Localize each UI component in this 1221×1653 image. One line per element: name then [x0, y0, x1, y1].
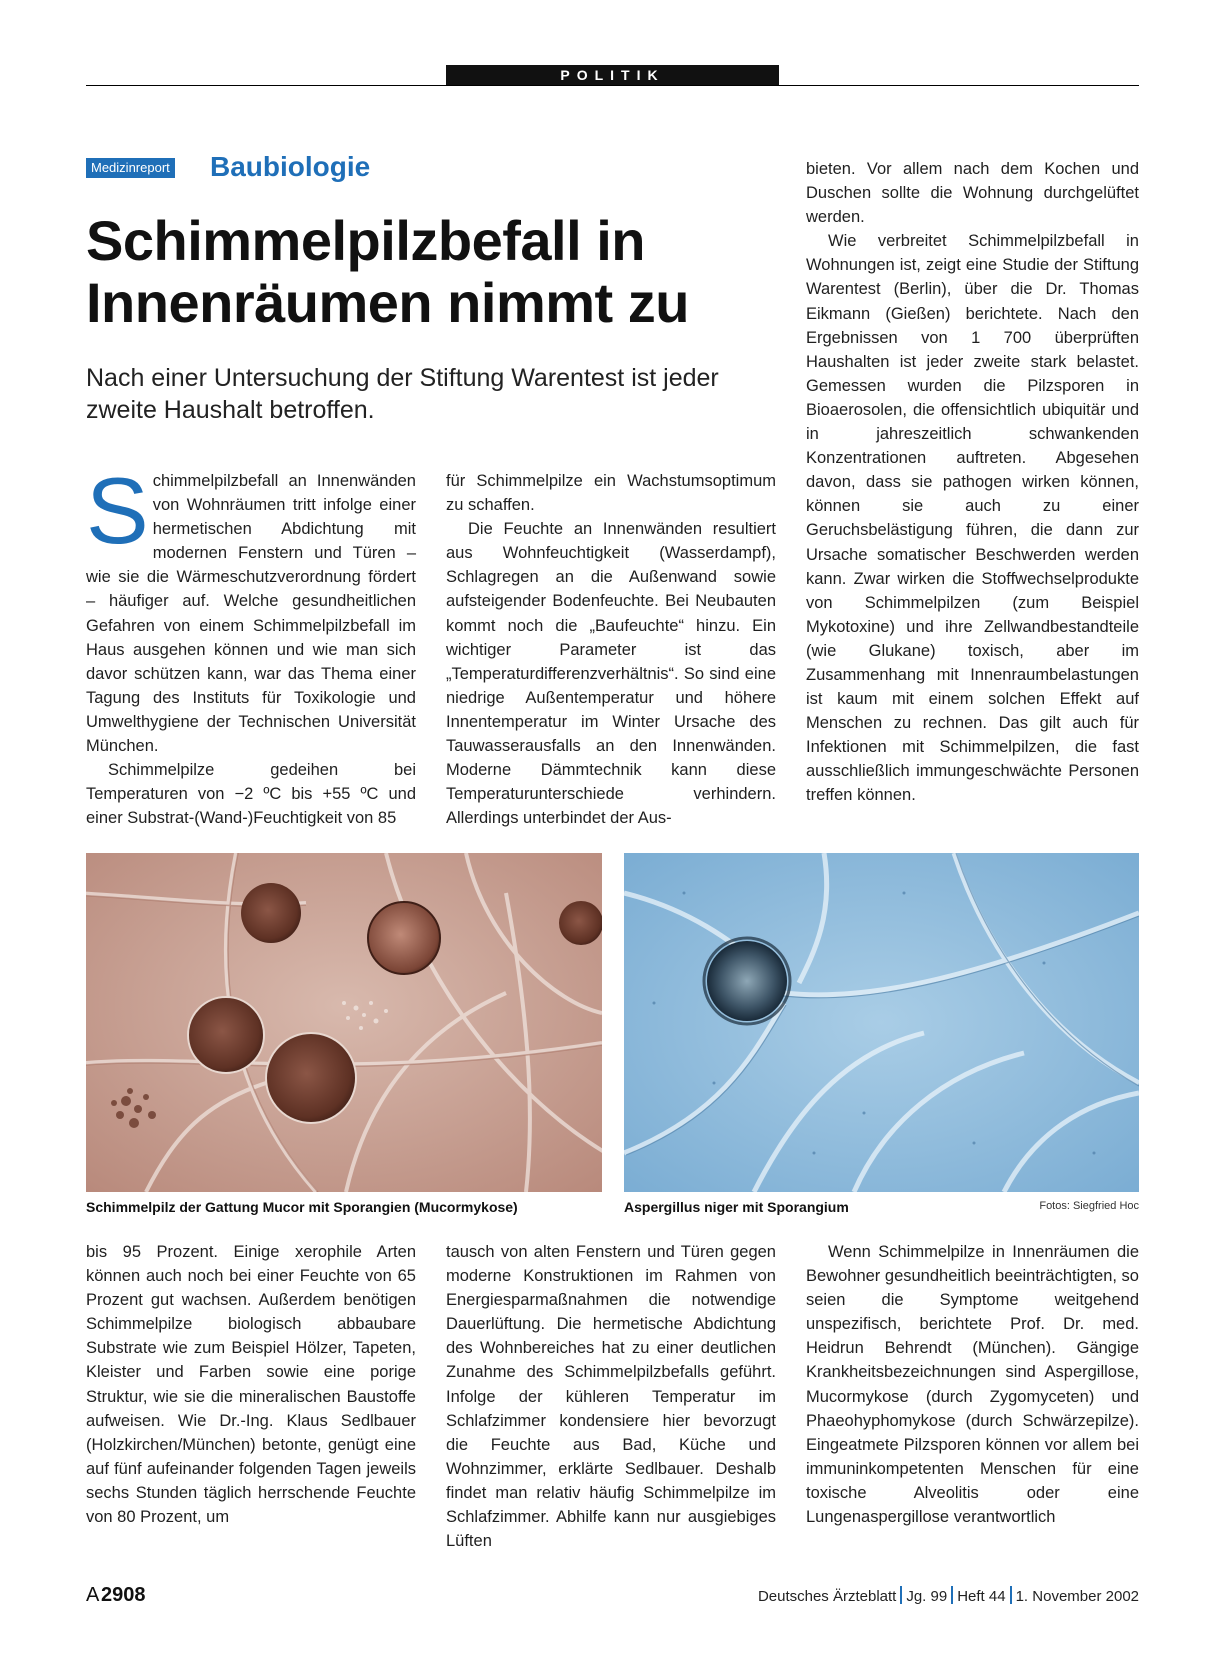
dropcap: S	[86, 458, 149, 563]
figure-caption-left: Schimmelpilz der Gattung Mucor mit Sporangien (Mucormykose)	[86, 1199, 518, 1215]
footer-divider	[900, 1586, 902, 1604]
paragraph: Wenn Schimmelpilze in Innenräumen die Bewohner gesundheitlich beeinträchtigten, so seien die Symptome weitgehend unspezifisch, berichtete Prof. Dr. med. Heidrun Behrendt (München). Gängige Krankheitsbezeichnungen sind Aspergillose, Mucormykose (durch Zygomyceten) und Phaeohyphomykose (durch Schwärzepilze). Eingeatmete Pilzsporen können vor allem bei immuninkompetenten Menschen für eine toxische Alveolitis oder eine Lungenaspergillose verantwortlich	[806, 1243, 1139, 1527]
page-number: 2908	[101, 1584, 146, 1606]
figure-caption-right: Aspergillus niger mit Sporangium	[624, 1199, 849, 1215]
volume: Jg. 99	[906, 1588, 948, 1605]
paragraph: tausch von alten Fenstern und Türen gegen moderne Konstruktionen im Rahmen von Energiesparmaßnahmen die notwendige Dauerlüftung. Die hermetische Abdichtung des Wohnbereiches hat zu einer deutlichen Zunahme des Schimmelpilzbefalls geführt. Infolge der kühleren Temperatur im Schlafzimmer kondensiere hier bevorzugt die Feuchte aus Bad, Küche und Wohnzimmer, erklärte Sedlbauer. Deshalb findet man relativ häufig Schimmelpilze im Schlafzimmer. Abhilfe kann nur ausgiebiges Lüften	[446, 1243, 776, 1551]
kicker: Baubiologie	[210, 151, 371, 182]
upper-column-1	[86, 458, 416, 830]
lower-column-3	[806, 1240, 1139, 1529]
upper-column-2	[446, 469, 776, 830]
standfirst: Nach einer Untersuchung der Stiftung Warentest ist jeder zweite Haushalt betroffen.	[86, 364, 719, 424]
journal-footer	[758, 1586, 1139, 1605]
paragraph: Die Feuchte an Innenwänden resultiert aus Wohnfeuchtigkeit (Wasserdampf), Schlagregen an die Außenwand sowie aufsteigender Bodenfeuchte. Bei Neubauten kommt noch die „Baufeuchte“ hinzu. Ein wichtiger Parameter ist das „Temperaturdifferenzverhältnis“. So sind eine niedrige Außentemperatur und höhere Innentemperatur im Winter Ursache des Tauwasserausfalls an den Innenwänden. Moderne Dämmtechnik kann diese Temperaturunterschiede verhindern. Allerdings unterbindet der Aus-	[446, 520, 776, 828]
issue-date: 1. November 2002	[1015, 1588, 1139, 1605]
footer-divider	[951, 1586, 953, 1604]
paragraph: chimmelpilzbefall an Innenwänden von Wohnräumen tritt infolge einer hermetischen Abdichtung mit modernen Fenstern und Türen – wie sie die Wärmeschutzverordnung fördert – häufiger auf. Welche gesundheitlichen Gefahren von einem Schimmelpilzbefall im Haus ausgehen können und wie man sich davor schützen kann, war das Thema einer Tagung des Instituts für Toxikologie und Umwelthygiene der Technischen Universität München.	[86, 472, 416, 756]
aspergillus-photo	[624, 853, 1139, 1192]
upper-column-3	[806, 157, 1139, 808]
headline: Schimmelpilzbefall in Innenräumen nimmt zu	[86, 209, 689, 334]
photo-credit: Fotos: Siegfried Hoc	[1039, 1200, 1139, 1212]
rubric-label: Medizinreport	[86, 158, 175, 178]
footer-divider	[1010, 1586, 1012, 1604]
paragraph: Schimmelpilze gedeihen bei Temperaturen von −2 ºC bis +55 ºC und einer Substrat-(Wand-)Feuchtigkeit von 85	[86, 761, 416, 828]
lower-column-2	[446, 1240, 776, 1553]
lower-column-1	[86, 1240, 416, 1529]
mucor-photo	[86, 853, 602, 1192]
paragraph: für Schimmelpilze ein Wachstumsoptimum zu schaffen.	[446, 472, 776, 515]
paragraph: bieten. Vor allem nach dem Kochen und Duschen sollte die Wohnung durchgelüftet werden.	[806, 160, 1139, 227]
section-label: POLITIK	[446, 65, 779, 86]
issue: Heft 44	[957, 1588, 1006, 1605]
folio-prefix: A	[86, 1584, 100, 1606]
header-rule	[86, 85, 1139, 86]
paragraph: Wie verbreitet Schimmelpilzbefall in Wohnungen ist, zeigt eine Studie der Stiftung Warentest (Berlin), über die Dr. Thomas Eikmann (Gießen) berichtete. Nach den Ergebnissen von 1 700 überprüften Haushalten ist jeder zweite stark belastet. Gemessen wurden die Pilzsporen in Bioaerosolen, die offensichtlich ubiquitär und in jahreszeitlich schwankenden Konzentrationen auftreten. Abgesehen davon, dass sie pathogen wirken können, können sie auch zu einer Geruchsbelästigung führen, die dann zur Ursache somatischer Beschwerden werden kann. Zwar wirken die Stoffwechselprodukte von Schimmelpilzen (zum Beispiel Mykotoxine) und ihre Zellwandbestandteile (wie Glukane) toxisch, aber im Zusammenhang mit Innenraumbelastungen ist kaum mit einem solchen Effekt auf Menschen zu rechnen. Das gilt auch für Infektionen mit Schimmelpilzen, die fast ausschließlich immungeschwächte Personen treffen können.	[806, 232, 1139, 805]
paragraph: bis 95 Prozent. Einige xerophile Arten können auch noch bei einer Feuchte von 65 Prozent gut wachsen. Außerdem benötigen Schimmelpilze biologisch abbaubare Substrate wie zum Beispiel Hölzer, Tapeten, Kleister und Farben sowie eine porige Struktur, wie sie die mineralischen Baustoffe aufweisen. Wie Dr.-Ing. Klaus Sedlbauer (Holzkirchen/München) betonte, genügt eine auf fünf aufeinander folgenden Tagen jeweils sechs Stunden täglich herrschende Feuchte von 80 Prozent, um	[86, 1243, 416, 1527]
page-folio	[86, 1584, 146, 1607]
journal-name: Deutsches Ärzteblatt	[757, 1588, 897, 1605]
